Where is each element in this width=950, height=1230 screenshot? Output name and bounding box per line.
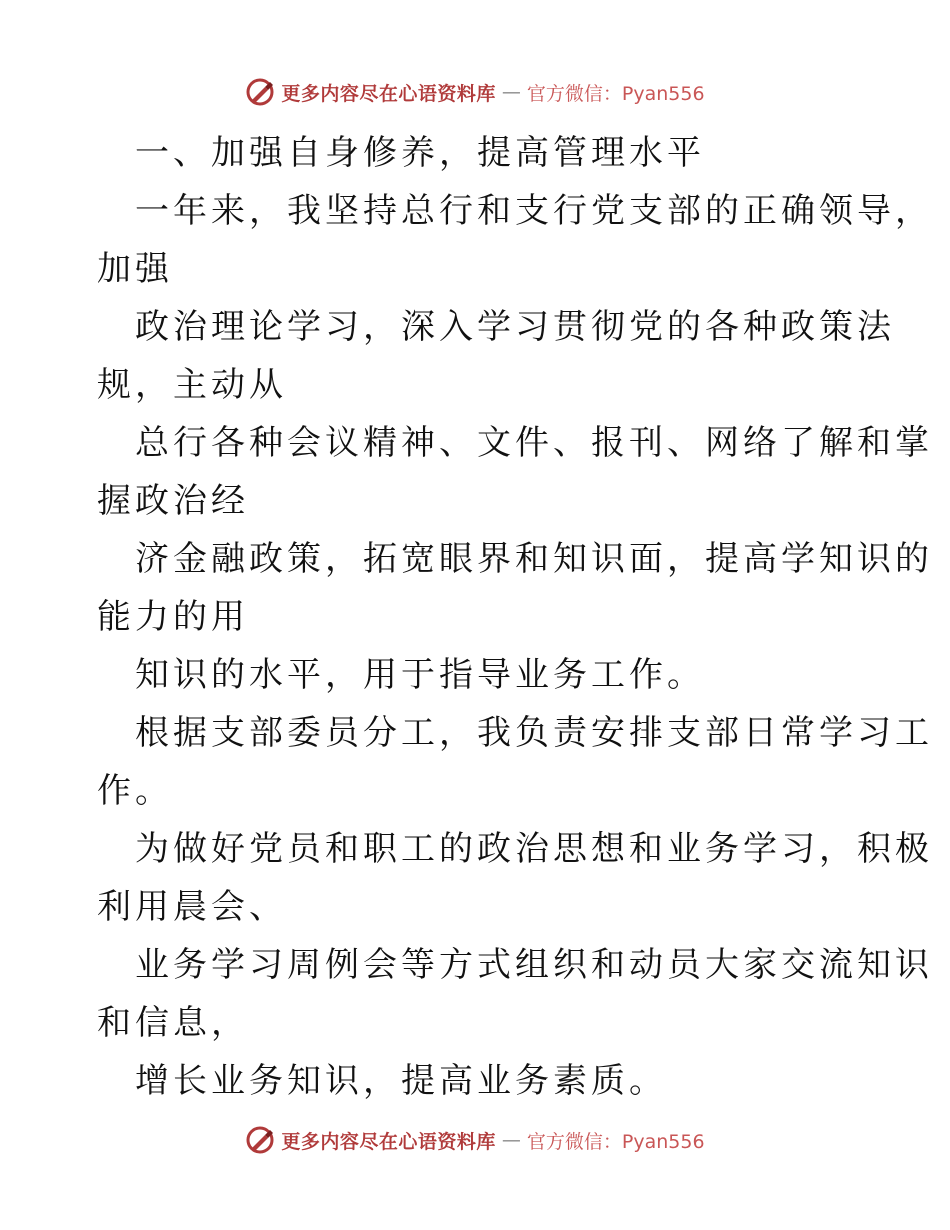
text-line: 规，主动从 <box>97 365 287 405</box>
pen-logo-icon <box>245 77 275 107</box>
text-line: 握政治经 <box>97 481 249 521</box>
text-line: 济金融政策，拓宽眼界和知识面，提高学知识的 <box>135 539 933 579</box>
banner-dash: — <box>501 1129 521 1151</box>
text-line: 一、加强自身修养，提高管理水平 <box>135 133 705 173</box>
footer-banner <box>0 1120 950 1160</box>
pen-logo-icon <box>245 1125 275 1155</box>
text-line: 加强 <box>97 249 173 289</box>
banner-contact: 官方微信：Pyan556 <box>526 1130 705 1153</box>
text-line: 为做好党员和职工的政治思想和业务学习，积极 <box>135 829 933 869</box>
text-line: 和信息， <box>97 1003 249 1043</box>
text-line: 作。 <box>97 771 173 811</box>
text-line: 增长业务知识，提高业务素质。 <box>135 1061 667 1101</box>
text-line: 政治理论学习，深入学习贯彻党的各种政策法 <box>135 307 895 347</box>
text-line: 总行各种会议精神、文件、报刊、网络了解和掌 <box>135 423 933 463</box>
text-line: 业务学习周例会等方式组织和动员大家交流知识 <box>135 945 933 985</box>
document-body <box>97 124 933 1110</box>
text-line: 能力的用 <box>97 597 249 637</box>
text-line: 利用晨会、 <box>97 887 287 927</box>
banner-title: 更多内容尽在心语资料库 <box>281 82 496 105</box>
header-banner <box>0 72 950 112</box>
banner-contact: 官方微信：Pyan556 <box>526 82 705 105</box>
text-line: 一年来，我坚持总行和支行党支部的正确领导， <box>135 191 933 231</box>
banner-dash: — <box>501 81 521 103</box>
text-line: 知识的水平，用于指导业务工作。 <box>135 655 705 695</box>
text-line: 根据支部委员分工，我负责安排支部日常学习工 <box>135 713 933 753</box>
banner-title: 更多内容尽在心语资料库 <box>281 1130 496 1153</box>
